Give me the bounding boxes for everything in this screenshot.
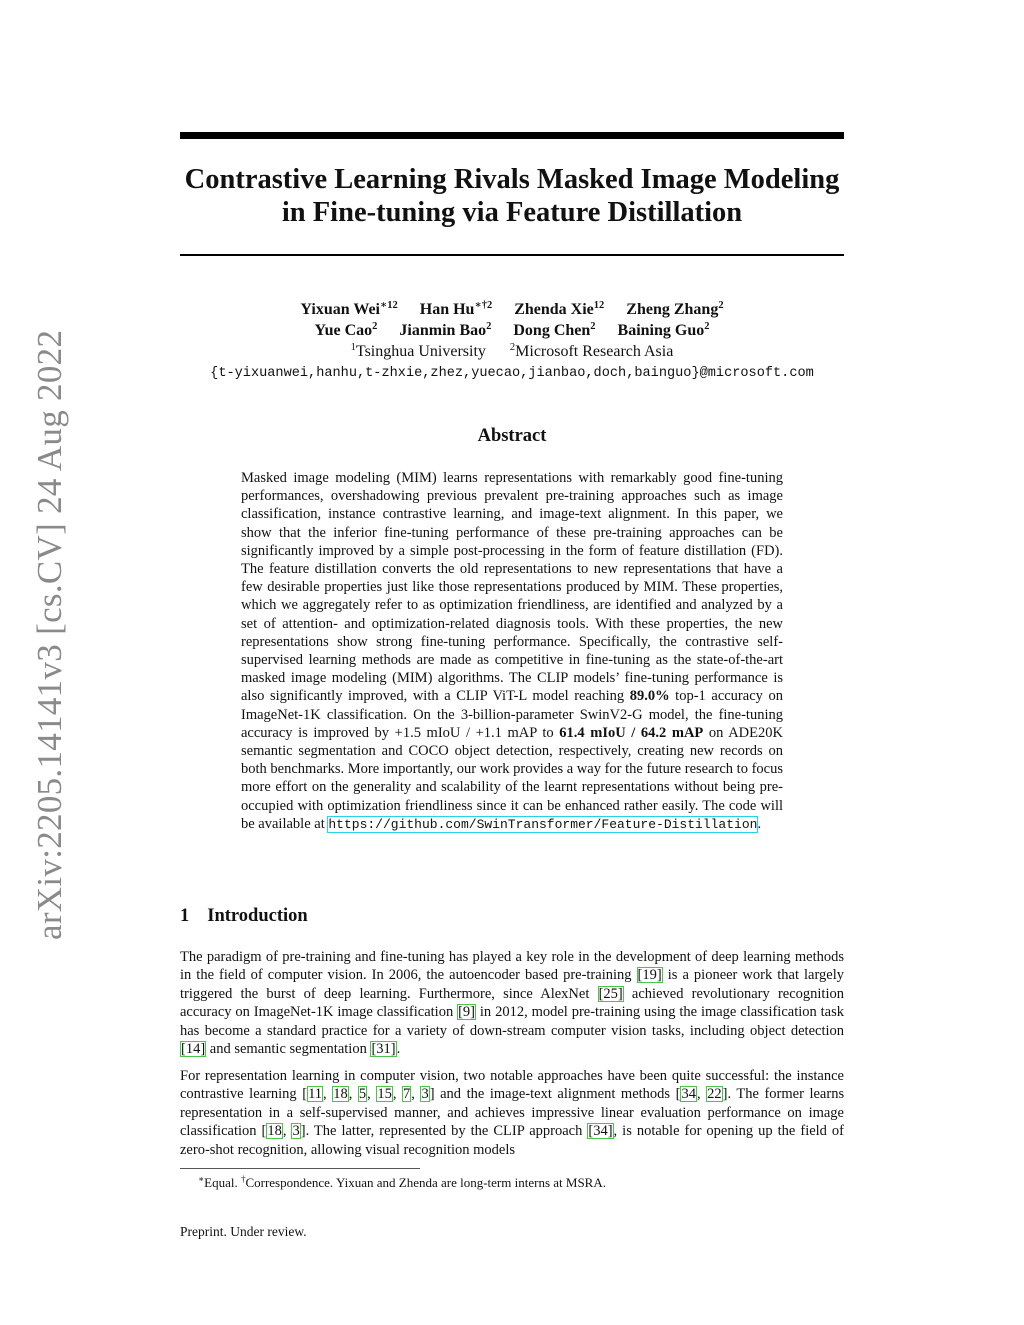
affiliation-row [150, 341, 874, 362]
title-line: Contrastive Learning Rivals Masked Image Modeling [184, 164, 840, 195]
affiliation: $^2$Microsoft Research Asia [509, 342, 674, 360]
citation-link[interactable]: 5 [358, 1086, 367, 1103]
author: Yue Cao$^2$ [314, 321, 378, 339]
abstract-text: Masked image modeling (MIM) learns representations with remarkably good fine-tuning performances, overshadowing previous prevalent pre-training approaches such as image classification, instance contrastive learning, and image-text alignment. In this paper, we show that the inferior fine-tuning performance of these pre-training approaches can be significantly improved by a simple post-processing in the form of feature distillation (FD). The feature distillation converts the old representations to new representations that have a few desirable properties just like those representations produced by MIM. These properties, which we aggregately refer to as optimization friendliness, are identified and analyzed by a set of attention- and optimization-related diagnosis tools. With these properties, the new representations show strong fine-tuning performance. Specifically, the contrastive self-supervised learning methods are made as competitive in fine-tuning as the state-of-the-art masked image modeling (MIM) algorithms. The CLIP models’ fine-tuning performance is also significantly improved, with a CLIP ViT-L model reaching 89.0% top-1 accuracy on ImageNet-1K classification. On the 3-billion-parameter SwinV2-G model, the fine-tuning accuracy is improved by +1.5 mIoU / +1.1 mAP to 61.4 mIoU / 64.2 mAP on ADE20K semantic segmentation and COCO object detection, respectively, creating new records on both benchmarks. More importantly, our work provides a way for the future research to focus more effort on the generality and scalability of the learnt representations without being pre-occupied with optimization friendliness since it can be enhanced rather easily. The code will be available at https://github.com/SwinTransformer/Feature-Distillation. [241, 470, 783, 832]
author-emails: {t-yixuanwei,hanhu,t-zhxie,zhez,yuecao,jianbao,doch,bainguo}@microsoft.com [210, 366, 814, 381]
paper-title [170, 163, 854, 229]
citation-link[interactable]: 3 [292, 1123, 300, 1140]
intro-paragraph-1: The paradigm of pre-training and fine-tuning has played a key role in the development of deep learning methods in the field of computer vision. In 2006, the autoencoder based pre-training [19] is a pioneer work that largely triggered the burst of deep learning. Furthermore, since AlexNet [25] achieved revolutionary recognition accuracy on ImageNet-1K image classification [9] in 2012, model pre-training using the image classification task has become a standard practice for a variety of down-stream computer vision tasks, including object detection [14] and semantic segmentation [31]. [180, 949, 845, 1058]
footnote-rule [180, 1168, 420, 1169]
title-line: in Fine-tuning via Feature Distillation [281, 197, 743, 228]
author: Baining Guo$^2$ [617, 321, 710, 339]
intro-paragraph-2: For representation learning in computer vision, two notable approaches have been quite successful: the instance contrastive learning [11, 18, 5, 15, 7, 3] and the image-text alignment methods [34, 22]. The former learns representation in a self-supervised manner, and achieves impressive linear evaluation performance on image classification [18, 3]. The latter, represented by the CLIP approach [34], is notable for opening up the field of zero-shot recognition, allowing visual recognition models [180, 1068, 845, 1158]
abstract-heading: Abstract [477, 426, 547, 446]
author-row [150, 299, 874, 320]
preprint-notice: Preprint. Under review. [180, 1224, 307, 1239]
citation-link[interactable]: [25] [598, 985, 623, 1002]
citation-link[interactable]: 18 [267, 1123, 282, 1140]
section-heading: 1 Introduction [180, 906, 308, 926]
citation-link[interactable]: 22 [707, 1086, 722, 1103]
citation-link[interactable]: 18 [333, 1086, 348, 1103]
author-row [150, 320, 874, 341]
affiliation: $^1$Tsinghua University [350, 342, 486, 360]
citation-link[interactable]: [31] [371, 1041, 396, 1058]
citation-link[interactable]: 34 [681, 1086, 696, 1103]
author: Jianmin Bao$^2$ [399, 321, 492, 339]
author: Dong Chen$^2$ [513, 321, 596, 339]
author: Zhenda Xie$^{12}$ [514, 300, 605, 318]
citation-link[interactable]: 11 [308, 1086, 323, 1103]
title-rule-top [180, 132, 844, 139]
citation-link[interactable]: [14] [181, 1041, 206, 1058]
author-block [150, 299, 874, 384]
citation-link[interactable]: 3 [421, 1086, 429, 1103]
author: Han $Hu^{∗\dagger 2}$ [419, 300, 493, 318]
citation-link[interactable]: [19] [637, 967, 662, 984]
citation-link[interactable]: 7 [403, 1086, 411, 1103]
citation-link[interactable]: [34] [588, 1123, 613, 1140]
code-link[interactable]: https://github.com/SwinTransformer/Feature-Distillation [328, 816, 758, 832]
citation-link[interactable]: 15 [377, 1086, 392, 1103]
citation-link[interactable]: [9] [458, 1004, 476, 1021]
title-rule-bottom [180, 254, 844, 256]
author: Zheng Zhang$^2$ [626, 300, 724, 318]
footnote: ∗Equal. †Correspondence. Yixuan and Zhenda are long-term interns at MSRA. [198, 1174, 606, 1190]
author: Yixuan Wei$^{∗12}$ [300, 300, 398, 318]
arxiv-watermark: arXiv:2205.14141v3 [cs.CV] 24 Aug 2022 [30, 329, 69, 940]
